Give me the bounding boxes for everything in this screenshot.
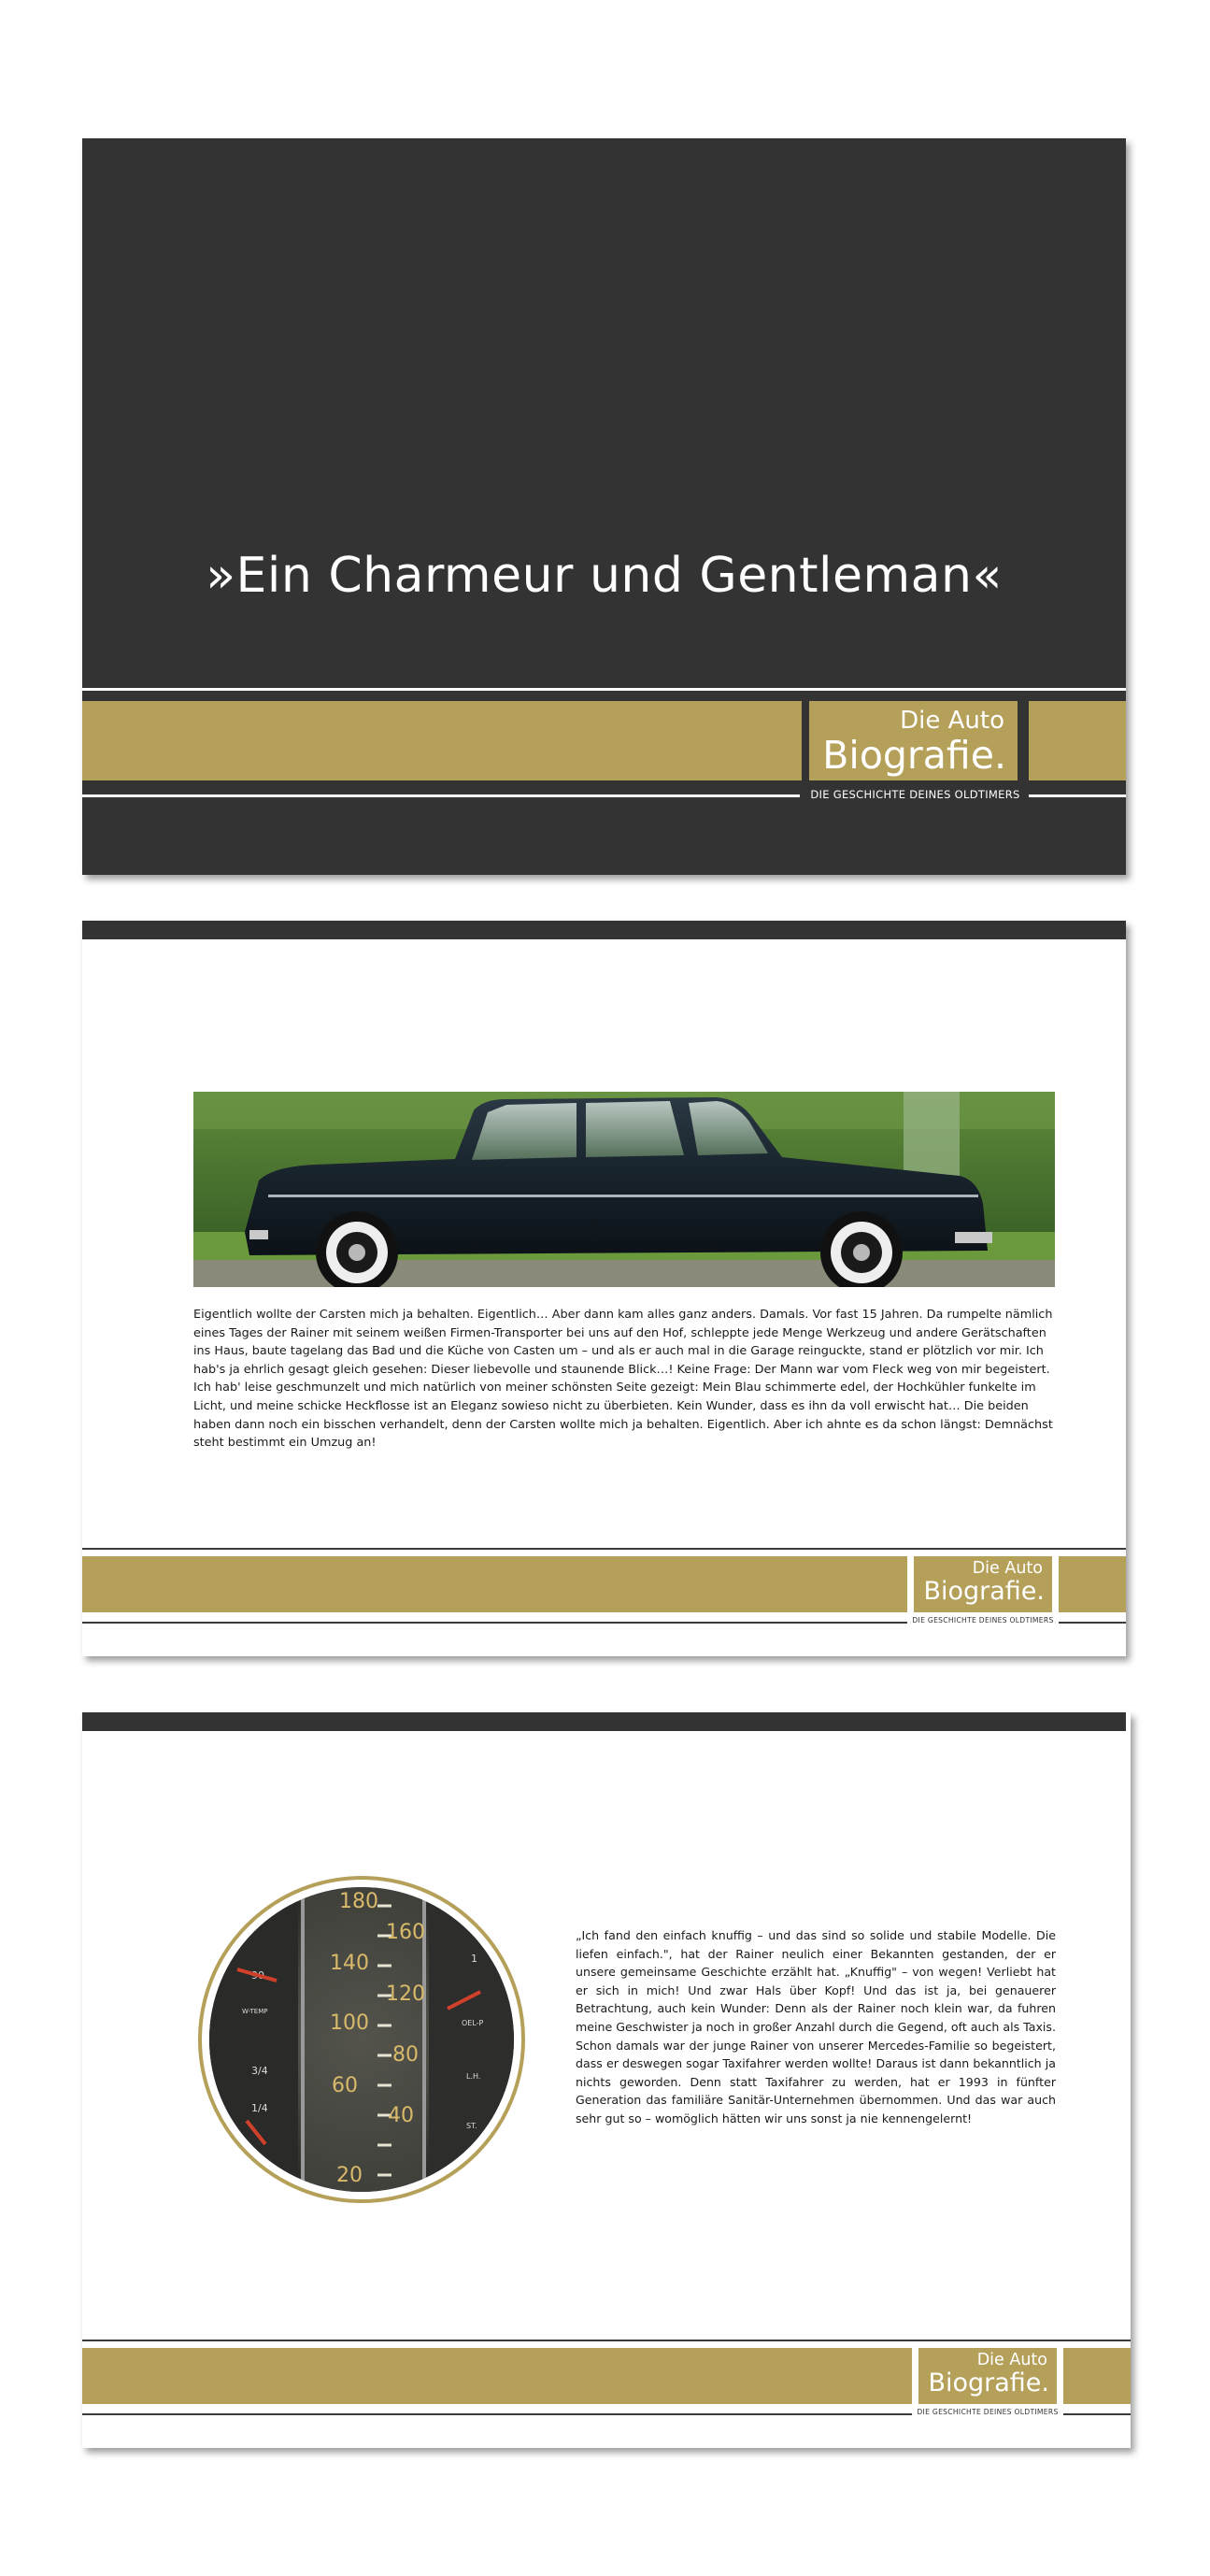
brand-tagline: DIE GESCHICHTE DEINES OLDTIMERS <box>912 1616 1054 1624</box>
brand-logo <box>914 1556 1052 1612</box>
gauge-label: OEL-P <box>462 2019 484 2027</box>
speed-label: 60 <box>332 2074 358 2097</box>
gauge-label: ST. <box>466 2122 477 2130</box>
brand-line2: Biografie. <box>928 2368 1049 2397</box>
divider-top <box>82 2340 1131 2341</box>
cover-title: »Ein Charmeur und Gentleman« <box>206 548 1003 604</box>
gauge-label: 3/4 <box>251 2065 268 2077</box>
brand-line2: Biografie. <box>923 1577 1045 1606</box>
speed-label: 140 <box>330 1952 369 1975</box>
gold-band-right <box>1029 701 1126 780</box>
brand-logo <box>809 701 1018 780</box>
gold-band-right <box>1059 1556 1126 1612</box>
speed-label: 100 <box>330 2011 369 2035</box>
speed-label: 160 <box>386 1921 425 1944</box>
brand-line2: Biografie. <box>822 733 1006 778</box>
divider-top <box>82 1548 1126 1550</box>
speed-label: 180 <box>339 1890 378 1913</box>
story-paragraph-2: „Ich fand den einfach knuffig – und das sind so solide und stabile Modelle. Die liefen einfach.", hat der Rainer neulich einer Bekannten gestanden, der er unsere gemeinsame Geschichte erzählt hat. „Knuffig" – von wegen! Verliebt hat er sich in mich! Und zwar Hals über Kopf! Und das ist ja, bei genauerer Betrachtung, auch kein Wunder: Denn als der Rainer noch klein war, da fuhren meine Geschwister ja noch in großer Anzahl durch die Gegend, oft auch als Taxis. Schon damals war der junge Rainer von unserer Mercedes-Familie so begeistert, dass er deswegen sogar Taxifahrer werden wollte! Daraus ist dann bekanntlich ja nichts geworden. Denn statt Taxifahrer zu werden, hat er 1993 in fünfter Generation das familiäre Sanitär-Unternehmen übernommen. Und das war auch sehr gut so – womöglich hätten wir uns sonst ja nie kennengelernt! <box>576 1928 1056 2125</box>
gauge-label: W-TEMP <box>242 2008 268 2015</box>
story-paragraph-1: Eigentlich wollte der Carsten mich ja behalten. Eigentlich… Aber dann kam alles ganz anders. Damals. Vor fast 15 Jahren. Da rumpelte nämlich eines Tages der Rainer mit seinem weißen Firmen-Transporter bei uns auf den Hof, schleppte jede Menge Werkzeug und andere Gerätschaften ins Haus, baute tagelang das Bad und die Küche von Casten um – und als er auch mal in die Garage reinguckte, stand er plötzlich vor mir. Ich hab's ja ehrlich gesagt gleich gesehen: Dieser liebevolle und staunende Blick…! Keine Frage: Der Mann war vom Fleck weg von mir begeistert. Ich hab' leise geschmunzelt und mich natürlich von meiner schönsten Seite gezeigt: Mein Blau schimmerte edel, der Hochkühler funkelte im Licht, und meine schicke Heckflosse ist an Eleganz sowieso nicht zu überbieten. Kein Wunder, dass es ihn da voll erwischt hat… Die beiden haben dann noch ein bisschen verhandelt, denn der Carsten wollte mich ja behalten. Eigentlich. Aber ich ahnte es da schon längst: Demnächst steht bestimmt ein Umzug an! <box>193 1308 1053 1451</box>
brand-line1: Die Auto <box>976 2351 1047 2369</box>
brand-line1: Die Auto <box>972 1559 1043 1578</box>
gold-band-left <box>82 701 802 780</box>
cover-page <box>82 138 1126 875</box>
story-page-speedometer <box>82 1712 1131 2448</box>
brand-tagline: DIE GESCHICHTE DEINES OLDTIMERS <box>917 2408 1059 2416</box>
divider-top <box>82 688 1126 691</box>
gold-band-left <box>82 1556 907 1612</box>
gauge-label: 1 <box>471 1953 477 1965</box>
speed-label: 120 <box>386 1982 425 2006</box>
speedometer-photo <box>198 1876 525 2203</box>
story-page-car <box>82 921 1126 1656</box>
brand-logo <box>918 2348 1057 2404</box>
divider-bottom-right <box>1063 2413 1131 2415</box>
brand-tagline: DIE GESCHICHTE DEINES OLDTIMERS <box>810 788 1020 801</box>
divider-bottom-left <box>82 1622 907 1624</box>
speed-label: 80 <box>392 2043 419 2067</box>
divider-bottom-right <box>1029 794 1126 797</box>
top-bar <box>82 921 1126 939</box>
speed-label: 20 <box>336 2164 363 2187</box>
gauge-label: 120 <box>237 1920 257 1932</box>
gauge-label: L.H. <box>466 2072 481 2081</box>
divider-bottom-left <box>82 2413 912 2415</box>
gauge-label: 1/4 <box>251 2102 268 2114</box>
speed-label: 40 <box>388 2104 414 2127</box>
brand-line1: Die Auto <box>900 707 1004 735</box>
gold-band-left <box>82 2348 912 2404</box>
gold-band-right <box>1063 2348 1131 2404</box>
top-bar <box>82 1712 1126 1731</box>
divider-bottom-right <box>1059 1622 1126 1624</box>
divider-bottom-left <box>82 794 800 797</box>
car-photo <box>193 1092 1055 1287</box>
